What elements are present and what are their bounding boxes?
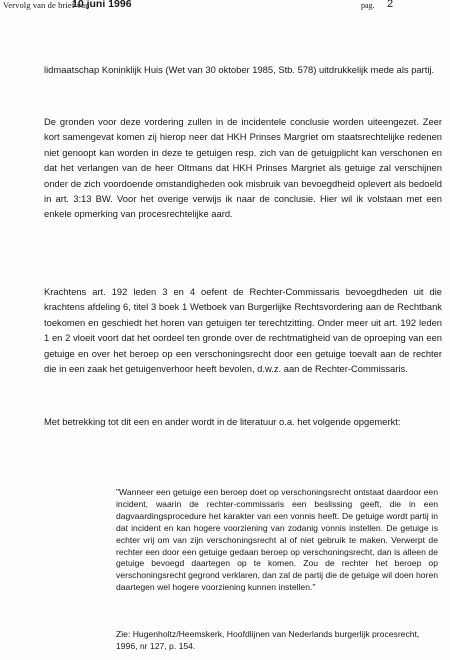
paragraph-membership: lidmaatschap Koninklijk Huis (Wet van 30 oktober 1985, Stb. 578) uitdrukkelijk mede als partij. xyxy=(44,64,435,75)
continuation-label: Vervolg van de brief van xyxy=(3,0,90,10)
letter-date: 10 juni 1996 xyxy=(72,0,132,10)
literature-citation: Zie: Hugenholtz/Heemskerk, Hoofdlijnen van Nederlands burgerlijk procesrecht, 1996, nr 127, p. 154. xyxy=(116,629,420,651)
paragraph-grounds: De gronden voor deze vordering zullen in de incidentele conclusie worden uiteengezet. Zeer kort samengevat komen zij hierop neer dat HKH Prinses Margriet om staatsrechtelijke redenen niet genoopt kan worden in deze te getuigen resp. zich van de getuigplicht kan verschonen en dat het verlangen van de heer Oltmans dat HKH Prinses Margriet als getuige zal verschijnen onder de zich voordoende omstandigheden ook misbruik van bevoegdheid oplevert als bedoeld in art. 3:13 BW. Voor het overige verwijs ik naar de conclusie. Hier wil ik volstaan met een enkele opmerking van procesrechtelijke aard. xyxy=(44,116,442,220)
page-header xyxy=(0,0,450,14)
paragraph-article-192: Krachtens art. 192 leden 3 en 4 oefent de Rechter-Commissaris bevoegdheden uit die krachtens afdeling 6, titel 3 boek 1 Wetboek van Burgerlijke Rechtsvordering aan de Rechtbank toekomen en geschiedt het horen van getuigen ter terechtzitting. Onder meer uit art. 192 leden 1 en 2 vloeit voort dat het oordeel ten gronde over de rechtmatigheid van de oproeping van een getuige en over het beroep op een verschoningsrecht door een getuige toevalt aan de rechter die in een zaak het getuigenverhoor heeft bevolen, d.w.z. aan de Rechter-Commissaris. xyxy=(44,286,442,375)
literature-quote: "Wanneer een getuige een beroep doet op verschoningsrecht ontstaat daardoor een incident, waarin de rechter-commissaris een beslissing geeft, die in een dagvaardingsprocedure het karakter van een vonnis heeft. De getuige wordt partij in dat incident en kan hogere voorziening van zodanig vonnis instellen. De getuige is echter vrij om van zijn verschoningsrecht al of niet gebruik te maken. Verwerpt de rechter een door een getuige gedaan beroep op verschoningsrecht, dan is alleen de getuige bevoegd daartegen op te komen. Zou de rechter het beroep op verschoningsrecht gegrond verklaren, dan zal de partij die de getuige wil doen horen daartegen wel hogere voorziening kunnen instellen." xyxy=(116,487,438,593)
paragraph-literature-intro: Met betrekking tot dit een en ander wordt in de literatuur o.a. het volgende opgemerkt: xyxy=(44,416,401,427)
page-number: 2 xyxy=(387,0,394,10)
page-label: pag. xyxy=(361,1,375,10)
